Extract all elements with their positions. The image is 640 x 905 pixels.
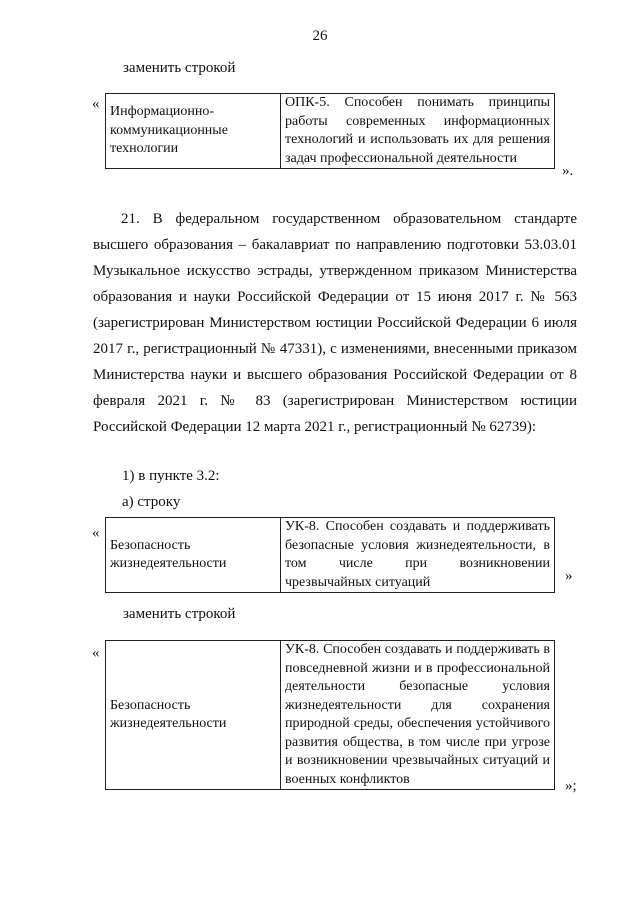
table-2-term: Безопасность жизнедеятельности xyxy=(106,518,281,593)
sub-a-line: а) строку xyxy=(122,494,181,510)
table-1 xyxy=(105,93,555,169)
table-1-close-quote: ». xyxy=(562,163,574,179)
table-3-open-quote: « xyxy=(92,645,100,661)
page-number: 26 xyxy=(312,28,328,44)
table-1-open-quote: « xyxy=(92,96,100,112)
table-1-term: Информационно-коммуникационные технологии xyxy=(106,94,281,169)
replace-line-1: заменить строкой xyxy=(123,60,236,76)
table-2-open-quote: « xyxy=(92,525,100,541)
table-row xyxy=(106,641,555,790)
table-3-close-quote: »; xyxy=(565,778,577,794)
table-3-description: УК-8. Способен создавать и поддерживать в повседневной жизни и в профессиональной деятельности безопасные условия жизнедеятельности для сохранения природной среды, обеспечения устойчивого развития общества, в том числе при угрозе и возникновении чрезвычайных ситуаций и военных конфликтов xyxy=(281,641,555,790)
table-2-description: УК-8. Способен создавать и поддерживать безопасные условия жизнедеятельности, в том числе при возникновении чрезвычайных ситуаций xyxy=(281,518,555,593)
table-1-description: ОПК-5. Способен понимать принципы работы современных информационных технологий и использовать их для решения задач профессиональной деятельности xyxy=(281,94,555,169)
table-3 xyxy=(105,640,555,790)
table-row xyxy=(106,518,555,593)
paragraph-21 xyxy=(93,206,577,440)
point-1-line: 1) в пункте 3.2: xyxy=(122,468,220,484)
table-2 xyxy=(105,517,555,593)
table-2-close-quote: » xyxy=(565,568,573,584)
paragraph-21-text: 21. В федеральном государственном образовательном стандарте высшего образования – бакалавриат по направлению подготовки 53.03.01 Музыкальное искусство эстрады, утвержденном приказом Министерства образования и науки Российской Федерации от 15 июня 2017 г. № 563 (зарегистрирован Министерством юстиции Российской Федерации 6 июля 2017 г., регистрационный № 47331), с изменениями, внесенными приказом Министерства науки и высшего образования Российской Федерации от 8 февраля 2021 г. № 83 (зарегистрирован Министерством юстиции Российской Федерации 12 марта 2021 г., регистрационный № 62739): xyxy=(93,211,577,435)
table-3-term: Безопасность жизнедеятельности xyxy=(106,641,281,790)
table-row xyxy=(106,94,555,169)
replace-line-2: заменить строкой xyxy=(123,606,236,622)
